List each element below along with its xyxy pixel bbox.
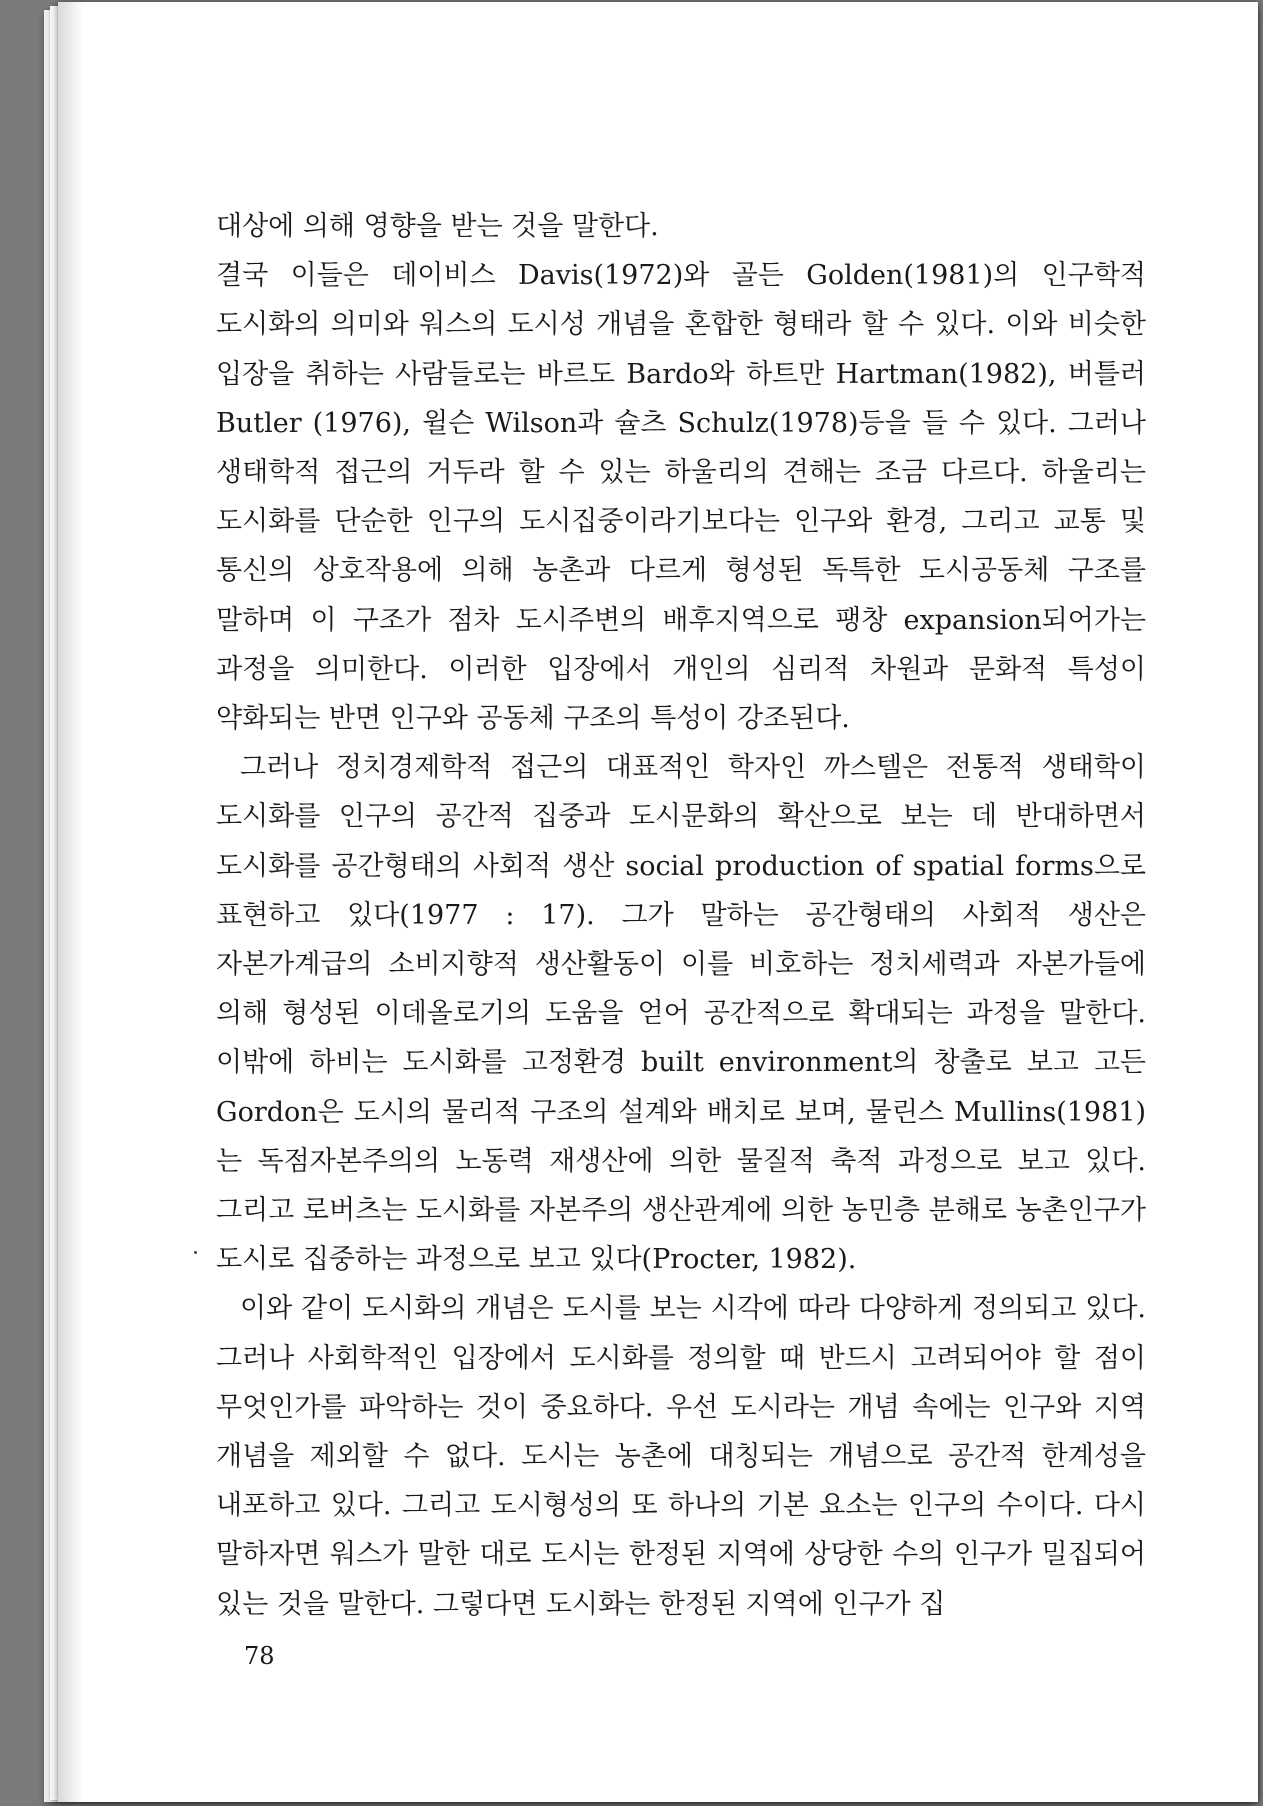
scan-speck	[194, 1251, 197, 1254]
paragraph: 그러나 정치경제학적 접근의 대표적인 학자인 까스텔은 전통적 생태학이 도시화를 인구의 공간적 집중과 도시문화의 확산으로 보는 데 반대하면서 도시화를 공간형태의 사회적 생산 social production of spatial forms으로 표현하고 있다(1977 : 17). 그가 말하는 공간형태의 사회적 생산은 자본가계급의 소비지향적 생산활동이 이를 비호하는 정치세력과 자본가들에 의해 형성된 이데올로기의 도움을 얻어 공간적으로 확대되는 과정을 말한다. 이밖에 하비는 도시화를 고정환경 built environment의 창출로 보고 고든 Gordon은 도시의 물리적 구조의 설계와 배치로 보며, 물린스 Mullins(1981)는 독점자본주의의 노동력 재생산에 의한 물질적 축적 과정으로 보고 있다. 그리고 로버츠는 도시화를 자본주의 생산관계에 의한 농민층 분해로 농촌인구가 도시로 집중하는 과정으로 보고 있다(Procter, 1982).	[216, 752, 1146, 1276]
paragraph: 결국 이들은 데이비스 Davis(1972)와 골든 Golden(1981)의 인구학적 도시화의 의미와 워스의 도시성 개념을 혼합한 형태라 할 수 있다. 이와 비슷한 입장을 취하는 사람들로는 바르도 Bardo와 하트만 Hartman(1982), 버틀러 Butler (1976), 윌슨 Wilson과 슐츠 Schulz(1978)등을 들 수 있다. 그러나 생태학적 접근의 거두라 할 수 있는 하울리의 견해는 조금 다르다. 하울리는 도시화를 단순한 인구의 도시집중이라기보다는 인구와 환경, 그리고 교통 및 통신의 상호작용에 의해 농촌과 다르게 형성된 독특한 도시공동체 구조를 말하며 이 구조가 점차 도시주변의 배후지역으로 팽창 expansion되어가는 과정을 의미한다. 이러한 입장에서 개인의 심리적 차원과 문화적 특성이 약화되는 반면 인구와 공동체 구조의 특성이 강조된다.	[216, 260, 1146, 735]
paragraph: 대상에 의해 영향을 받는 것을 말한다.	[216, 211, 659, 242]
page-gutter	[58, 2, 84, 1802]
paragraph: 이와 같이 도시화의 개념은 도시를 보는 시각에 따라 다양하게 정의되고 있다. 그러나 사회학적인 입장에서 도시화를 정의할 때 반드시 고려되어야 할 점이 무엇인가를 파악하는 것이 중요하다. 우선 도시라는 개념 속에는 인구와 지역 개념을 제외할 수 없다. 도시는 농촌에 대칭되는 개념으로 공간적 한계성을 내포하고 있다. 그리고 도시형성의 또 하나의 기본 요소는 인구의 수이다. 다시 말하자면 워스가 말한 대로 도시는 한정된 지역에 상당한 수의 인구가 밀집되어 있는 것을 말한다. 그렇다면 도시화는 한정된 지역에 인구가 집	[216, 1293, 1146, 1620]
book-page	[58, 2, 1258, 1802]
page-number: 78	[244, 1642, 275, 1670]
body-text	[216, 202, 1146, 1629]
